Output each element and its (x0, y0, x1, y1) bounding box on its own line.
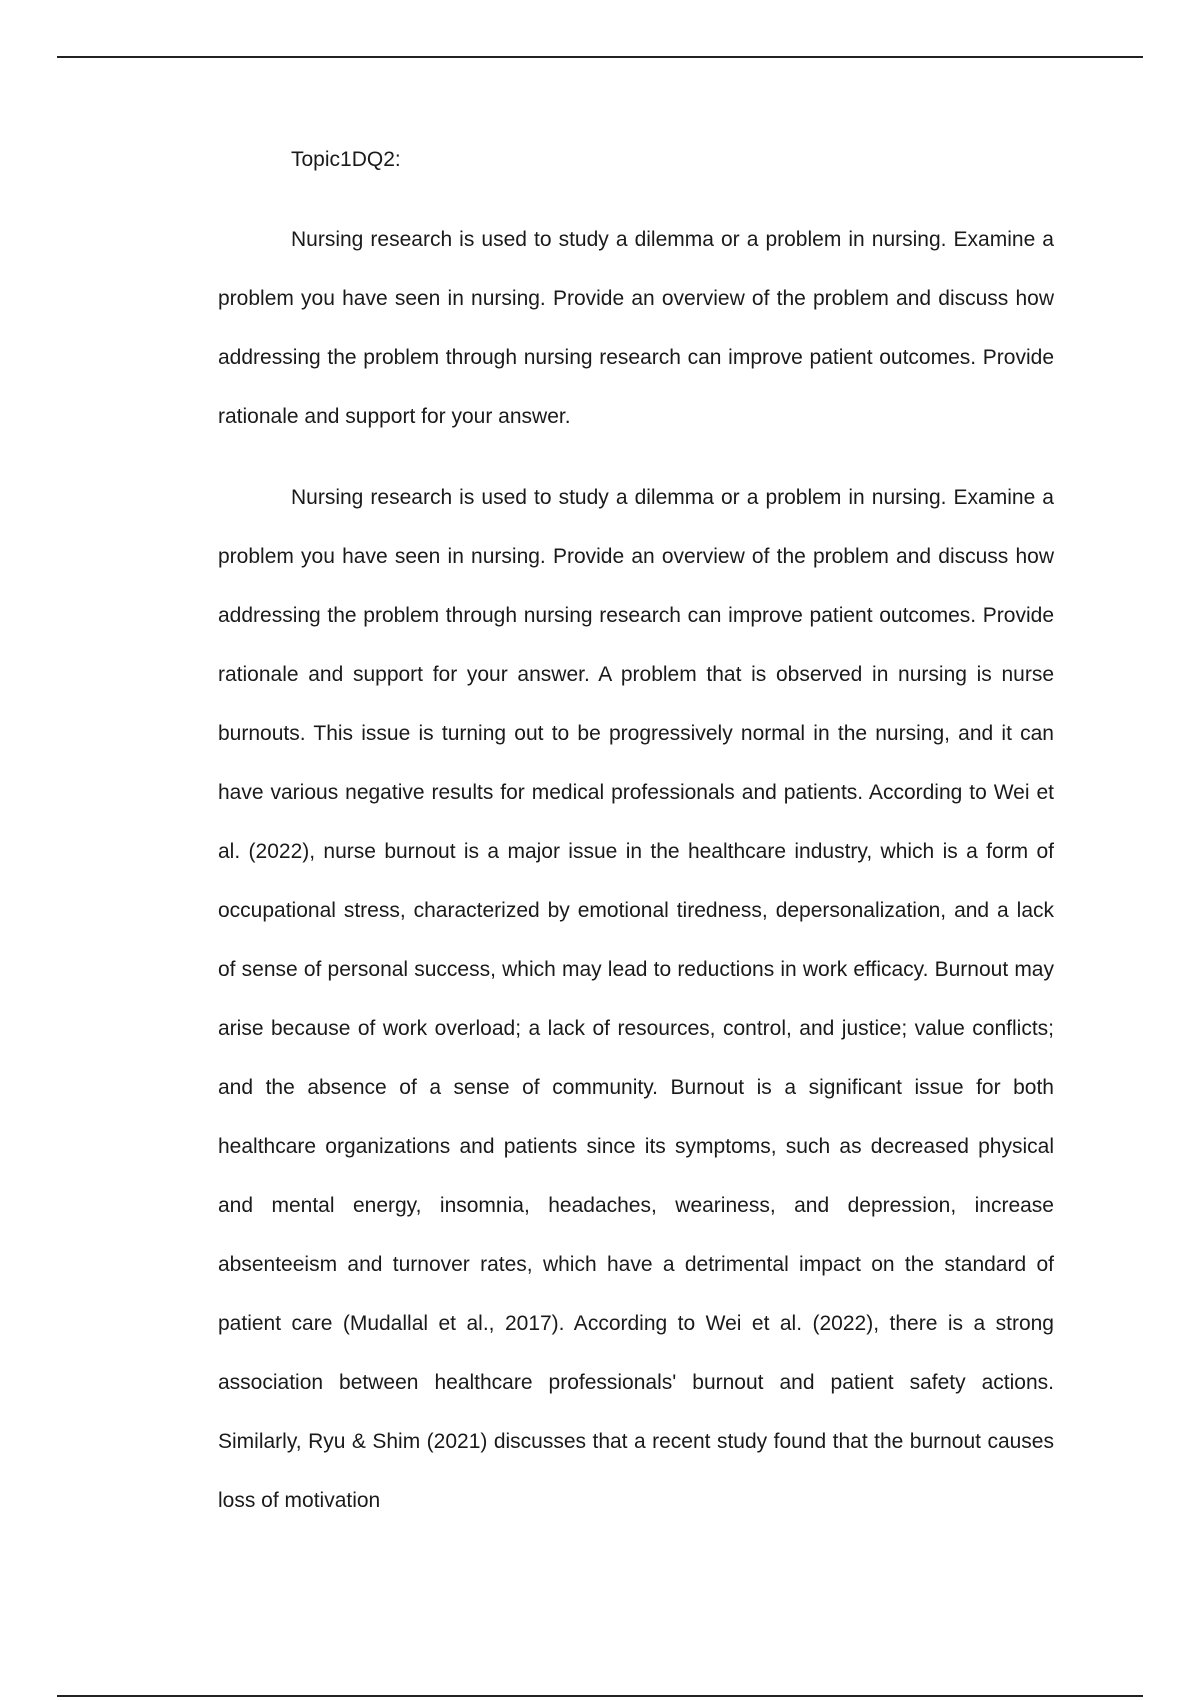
document-body (218, 130, 1054, 1530)
answer-paragraph: Nursing research is used to study a dilemma or a problem in nursing. Examine a problem you have seen in nursing. Provide an overview of the problem and discuss how addressing the problem through nursing research can improve patient outcomes. Provide rationale and support for your answer. A problem that is observed in nursing is nurse burnouts. This issue is turning out to be progressively normal in the nursing, and it can have various negative results for medical professionals and patients. According to Wei et al. (2022), nurse burnout is a major issue in the healthcare industry, which is a form of occupational stress, characterized by emotional tiredness, depersonalization, and a lack of sense of personal success, which may lead to reductions in work efficacy. Burnout may arise because of work overload; a lack of resources, control, and justice; value conflicts; and the absence of a sense of community. Burnout is a significant issue for both healthcare organizations and patients since its symptoms, such as decreased physical and mental energy, insomnia, headaches, weariness, and depression, increase absenteeism and turnover rates, which have a detrimental impact on the standard of patient care (Mudallal et al., 2017). According to Wei et al. (2022), there is a strong association between healthcare professionals' burnout and patient safety actions. Similarly, Ryu & Shim (2021) discusses that a recent study found that the burnout causes loss of motivation (218, 486, 1054, 1512)
bottom-rule (57, 1695, 1143, 1697)
question-paragraph: Nursing research is used to study a dilemma or a problem in nursing. Examine a problem you have seen in nursing. Provide an overview of the problem and discuss how addressing the problem through nursing research can improve patient outcomes. Provide rationale and support for your answer. (218, 228, 1054, 428)
top-rule (57, 56, 1143, 58)
document-heading: Topic1DQ2: (291, 148, 401, 171)
